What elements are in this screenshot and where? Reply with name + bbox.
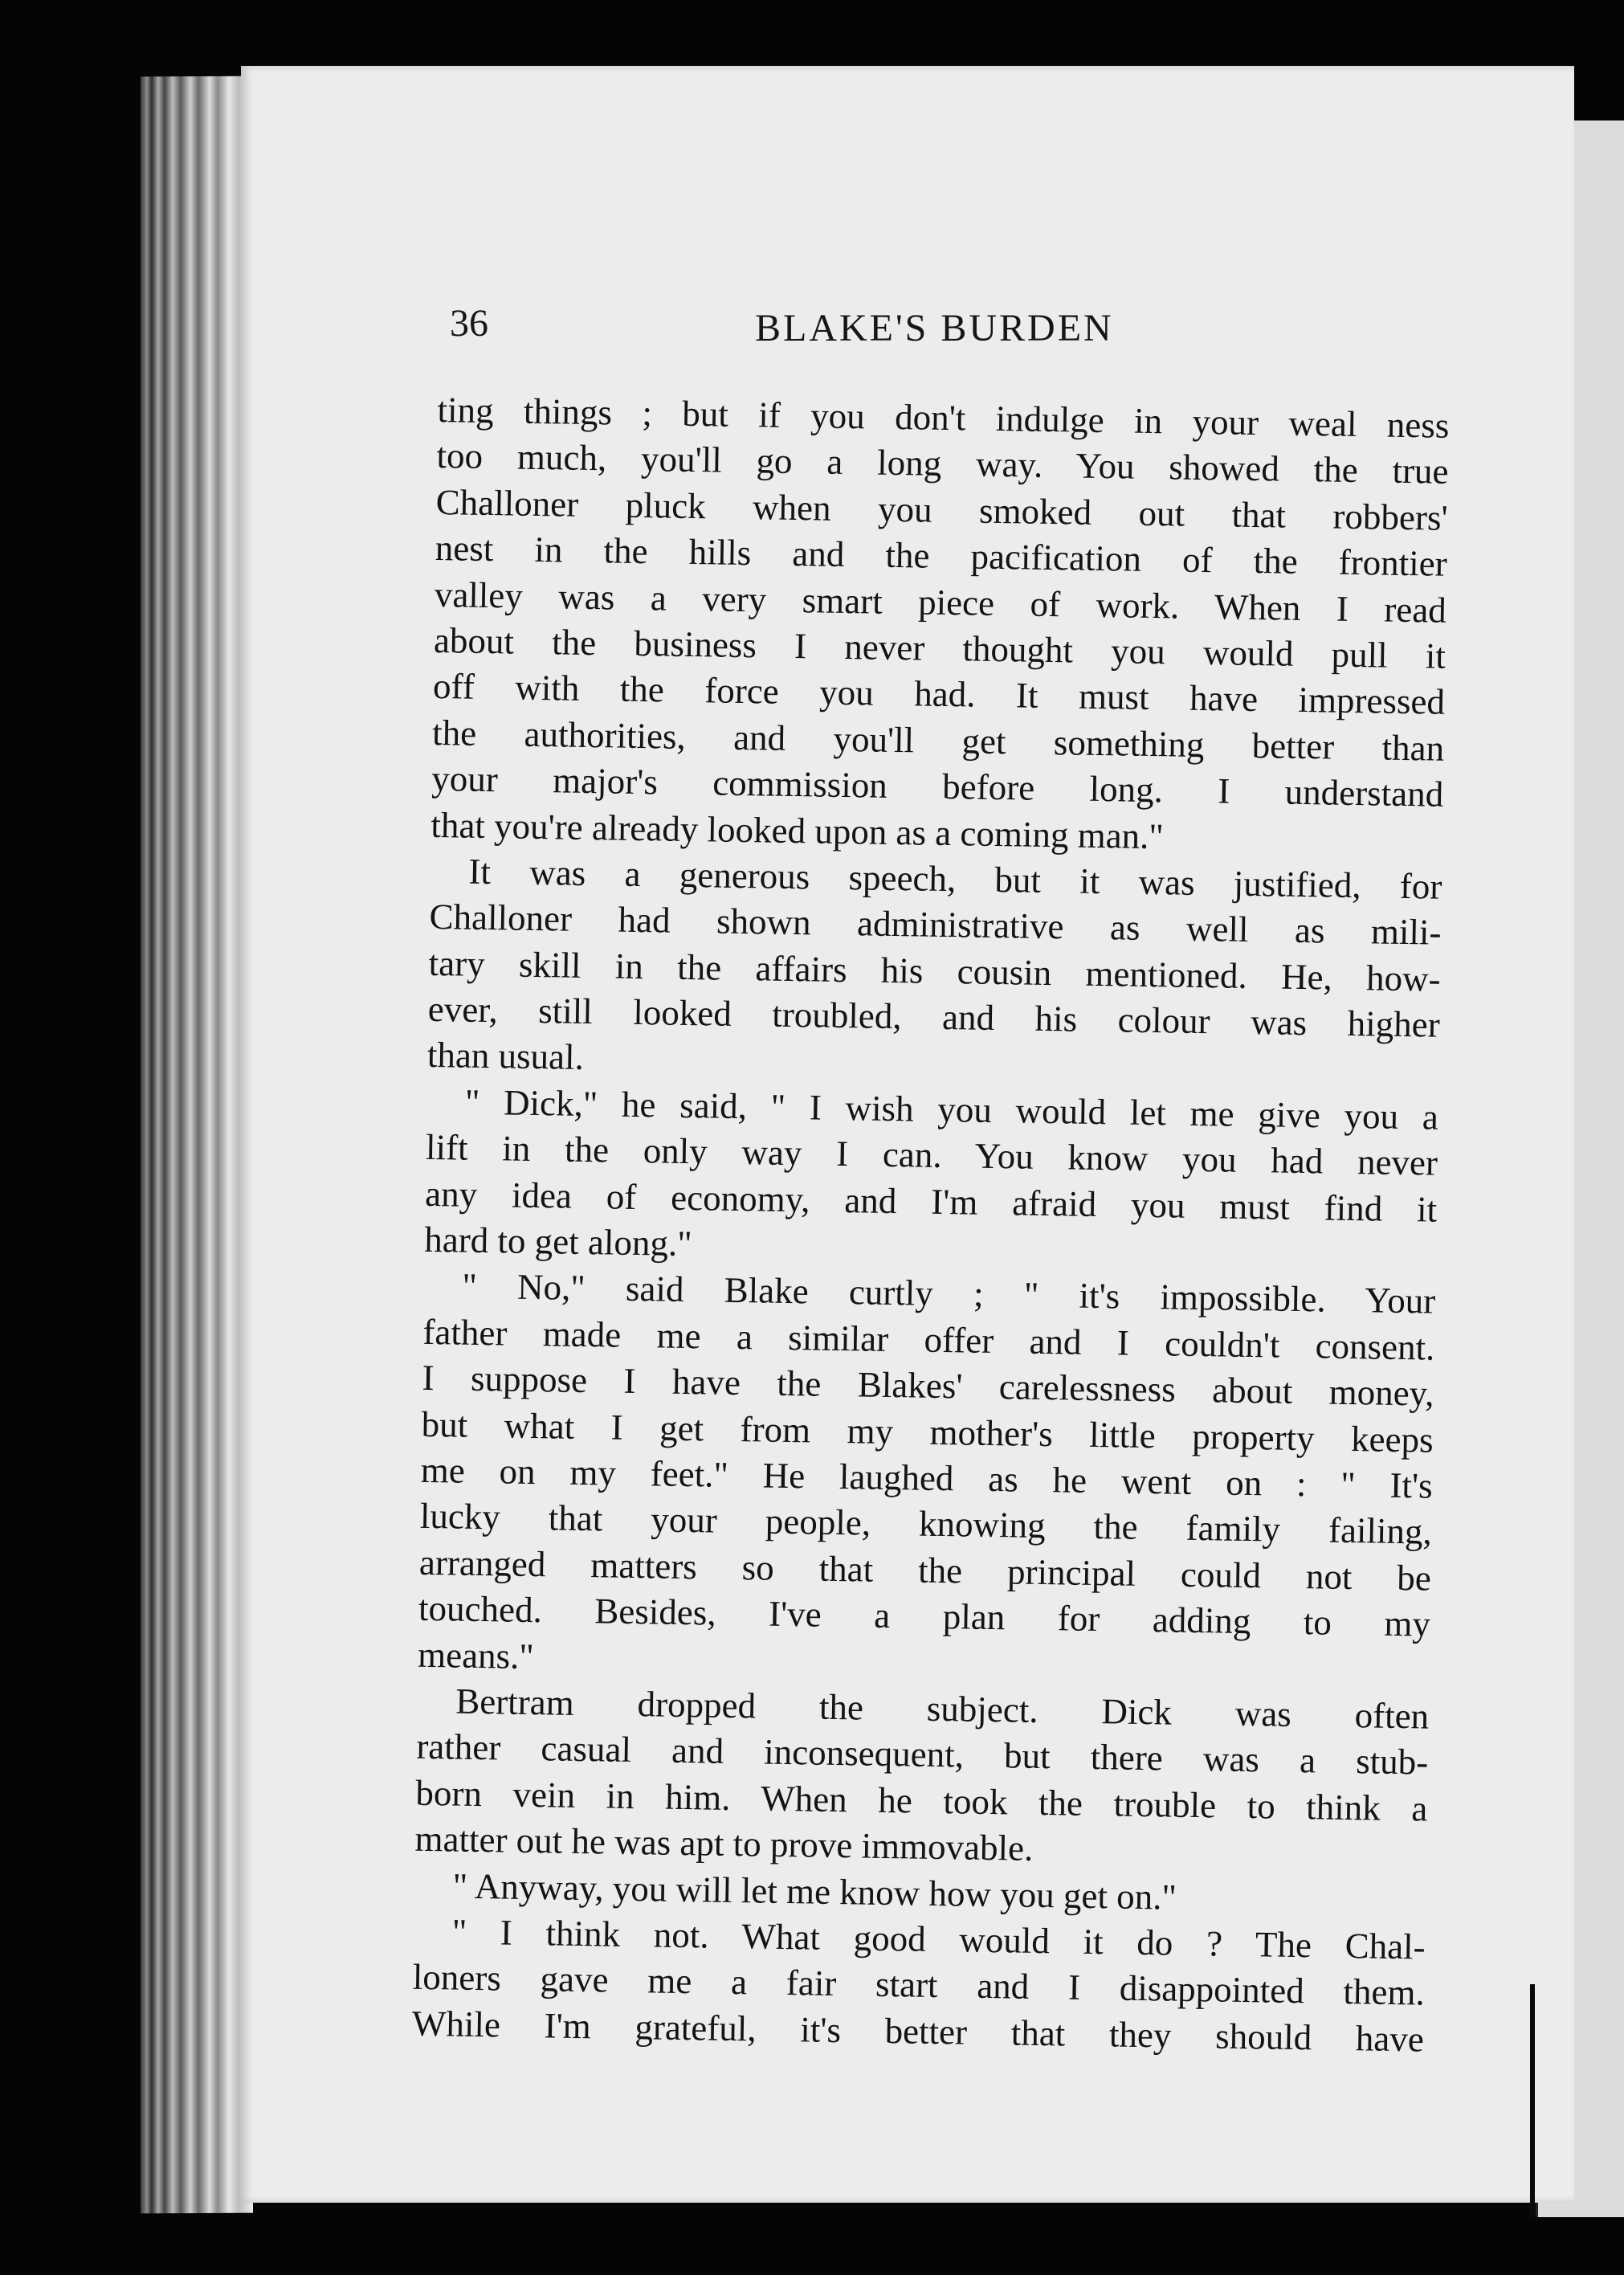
text-line: " Anyway, you will let me know how you get on." [452, 1865, 1177, 1918]
text-line: touched. Besides, I've a plan for adding to my [418, 1587, 1431, 1644]
text-line: ting things ; but if you don't indulge in your weal ness [437, 389, 1450, 446]
text-line: than usual. [426, 1035, 585, 1078]
text-line: any idea of economy, and I'm afraid you must find it [424, 1173, 1438, 1230]
text-line: hard to get along." [423, 1219, 692, 1264]
text-line: tary skill in the affairs his cousin mentioned. He, how- [428, 942, 1441, 999]
text-line: born vein in him. When he took the trouble to think a [415, 1772, 1428, 1829]
text-line: me on my feet." He laughed as he went on : " It's [420, 1449, 1434, 1506]
text-line: Challoner had shown administrative as well as mili- [429, 897, 1442, 954]
text-line: ever, still looked troubled, and his colour was higher [427, 988, 1441, 1045]
body-text [412, 387, 1450, 2063]
text-line: " No," said Blake curtly ; " it's impossible. Your [462, 1266, 1436, 1322]
text-line: means." [417, 1634, 535, 1677]
text-line: rather casual and inconsequent, but there was a stub- [416, 1726, 1429, 1783]
text-line: the authorities, and you'll get something better than [431, 712, 1445, 769]
text-line: nest in the hills and the pacification of the frontier [435, 528, 1448, 584]
text-line: I suppose I have the Blakes' carelessness about money, [422, 1358, 1434, 1414]
text-line: lucky that your people, knowing the family failing, [419, 1496, 1433, 1552]
text-line: arranged matters so that the principal could not be [418, 1542, 1432, 1599]
text-line: lift in the only way I can. You know you had never [425, 1127, 1438, 1183]
page-header [450, 301, 1446, 366]
text-line: off with the force you had. It must have impressed [432, 666, 1446, 723]
text-line: While I'm grateful, it's better that they should have [411, 2003, 1425, 2060]
text-line: valley was a very smart piece of work. When I read [434, 574, 1447, 631]
text-line: Bertram dropped the subject. Dick was often [455, 1681, 1430, 1737]
running-head: BLAKE'S BURDEN [755, 307, 1114, 349]
text-line: Challoner pluck when you smoked out that robbers' [435, 481, 1448, 538]
page-number: 36 [450, 302, 488, 345]
text-line: " I think not. What good would it do ? The Chal- [451, 1911, 1426, 1967]
text-line: about the business I never thought you would pull it [433, 619, 1447, 676]
text-line: father made me a similar offer and I couldn't consent. [422, 1311, 1435, 1368]
page-edges [141, 76, 253, 2214]
text-line: matter out he was apt to prove immovable. [414, 1818, 1034, 1869]
text-line: but what I get from my mother's little property keeps [421, 1403, 1434, 1460]
text-line: loners gave me a fair start and I disappointed them. [412, 1957, 1426, 2013]
text-line: that you're already looked upon as a coming man." [430, 804, 1165, 856]
page-shadow-edge [1530, 1984, 1535, 2217]
text-line: It was a generous speech, but it was justified, for [468, 851, 1442, 907]
text-line: too much, you'll go a long way. You showed the true [436, 435, 1449, 492]
text-line: your major's commission before long. I understand [430, 758, 1444, 815]
text-line: " Dick," he said, " I wish you would let me give you a [464, 1081, 1439, 1138]
